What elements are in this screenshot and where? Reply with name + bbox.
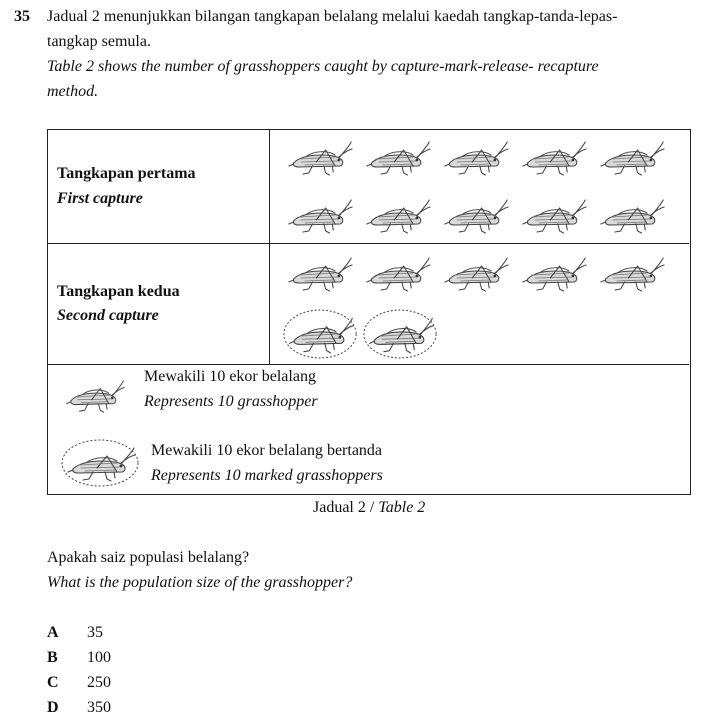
table-caption (313, 499, 425, 517)
grasshopper-icon (598, 254, 666, 294)
grasshopper-icon (598, 196, 666, 236)
grasshopper-icon (286, 196, 354, 236)
key-marked-en: Represents 10 marked grasshoppers (151, 467, 383, 484)
option-c[interactable] (47, 674, 111, 692)
option-letter: D (47, 699, 59, 716)
grasshopper-icon (520, 138, 588, 178)
option-letter: C (47, 674, 59, 691)
grasshopper-icon (598, 138, 666, 178)
grasshopper-icon (364, 138, 432, 178)
grasshopper-icon (442, 138, 510, 178)
grasshopper-icon (520, 196, 588, 236)
option-letter: A (47, 624, 59, 641)
option-value: 350 (87, 699, 111, 716)
grasshopper-icon (286, 138, 354, 178)
row-divider (48, 364, 689, 365)
option-d[interactable] (47, 699, 111, 717)
option-letter: B (47, 649, 58, 666)
grasshopper-icon (286, 254, 354, 294)
table-caption-ms: Jadual 2 / (313, 499, 379, 516)
key-marked-ms: Mewakili 10 ekor belalang bertanda (151, 442, 383, 459)
option-a[interactable] (47, 624, 103, 642)
row-divider (48, 243, 689, 244)
column-divider (269, 130, 270, 364)
prompt-en: What is the population size of the grasshopper? (47, 574, 353, 591)
second-capture-label-en: Second capture (57, 307, 159, 324)
table-caption-en: Table 2 (378, 499, 426, 516)
option-b[interactable] (47, 649, 111, 667)
question-text-ms-2: tangkap semula. (47, 33, 151, 50)
question-number: 35 (14, 8, 30, 25)
grasshopper-icon (520, 254, 588, 294)
key-unmarked-en: Represents 10 grasshopper (144, 393, 318, 410)
marked-grasshopper-icon (282, 308, 358, 360)
first-capture-label-en: First capture (57, 190, 143, 207)
key-marked-grasshopper-icon (60, 438, 140, 488)
grasshopper-icon (442, 196, 510, 236)
prompt-ms: Apakah saiz populasi belalang? (47, 549, 250, 566)
option-value: 250 (87, 674, 111, 691)
question-text-en-2: method. (47, 83, 99, 100)
grasshopper-icon (364, 196, 432, 236)
key-unmarked-ms: Mewakili 10 ekor belalang (144, 368, 316, 385)
question-text-en-1: Table 2 shows the number of grasshoppers caught by capture-mark-release- recapture (47, 58, 599, 75)
grasshopper-icon (442, 254, 510, 294)
second-capture-label-ms: Tangkapan kedua (57, 283, 180, 300)
key-grasshopper-icon (64, 377, 126, 415)
marked-grasshopper-icon (362, 308, 438, 360)
question-text-ms-1: Jadual 2 menunjukkan bilangan tangkapan belalang melalui kaedah tangkap-tanda-lepas- (47, 8, 618, 25)
option-value: 100 (87, 649, 111, 666)
capture-table (47, 129, 691, 495)
first-capture-label-ms: Tangkapan pertama (57, 165, 196, 182)
grasshopper-icon (364, 254, 432, 294)
option-value: 35 (87, 624, 103, 641)
